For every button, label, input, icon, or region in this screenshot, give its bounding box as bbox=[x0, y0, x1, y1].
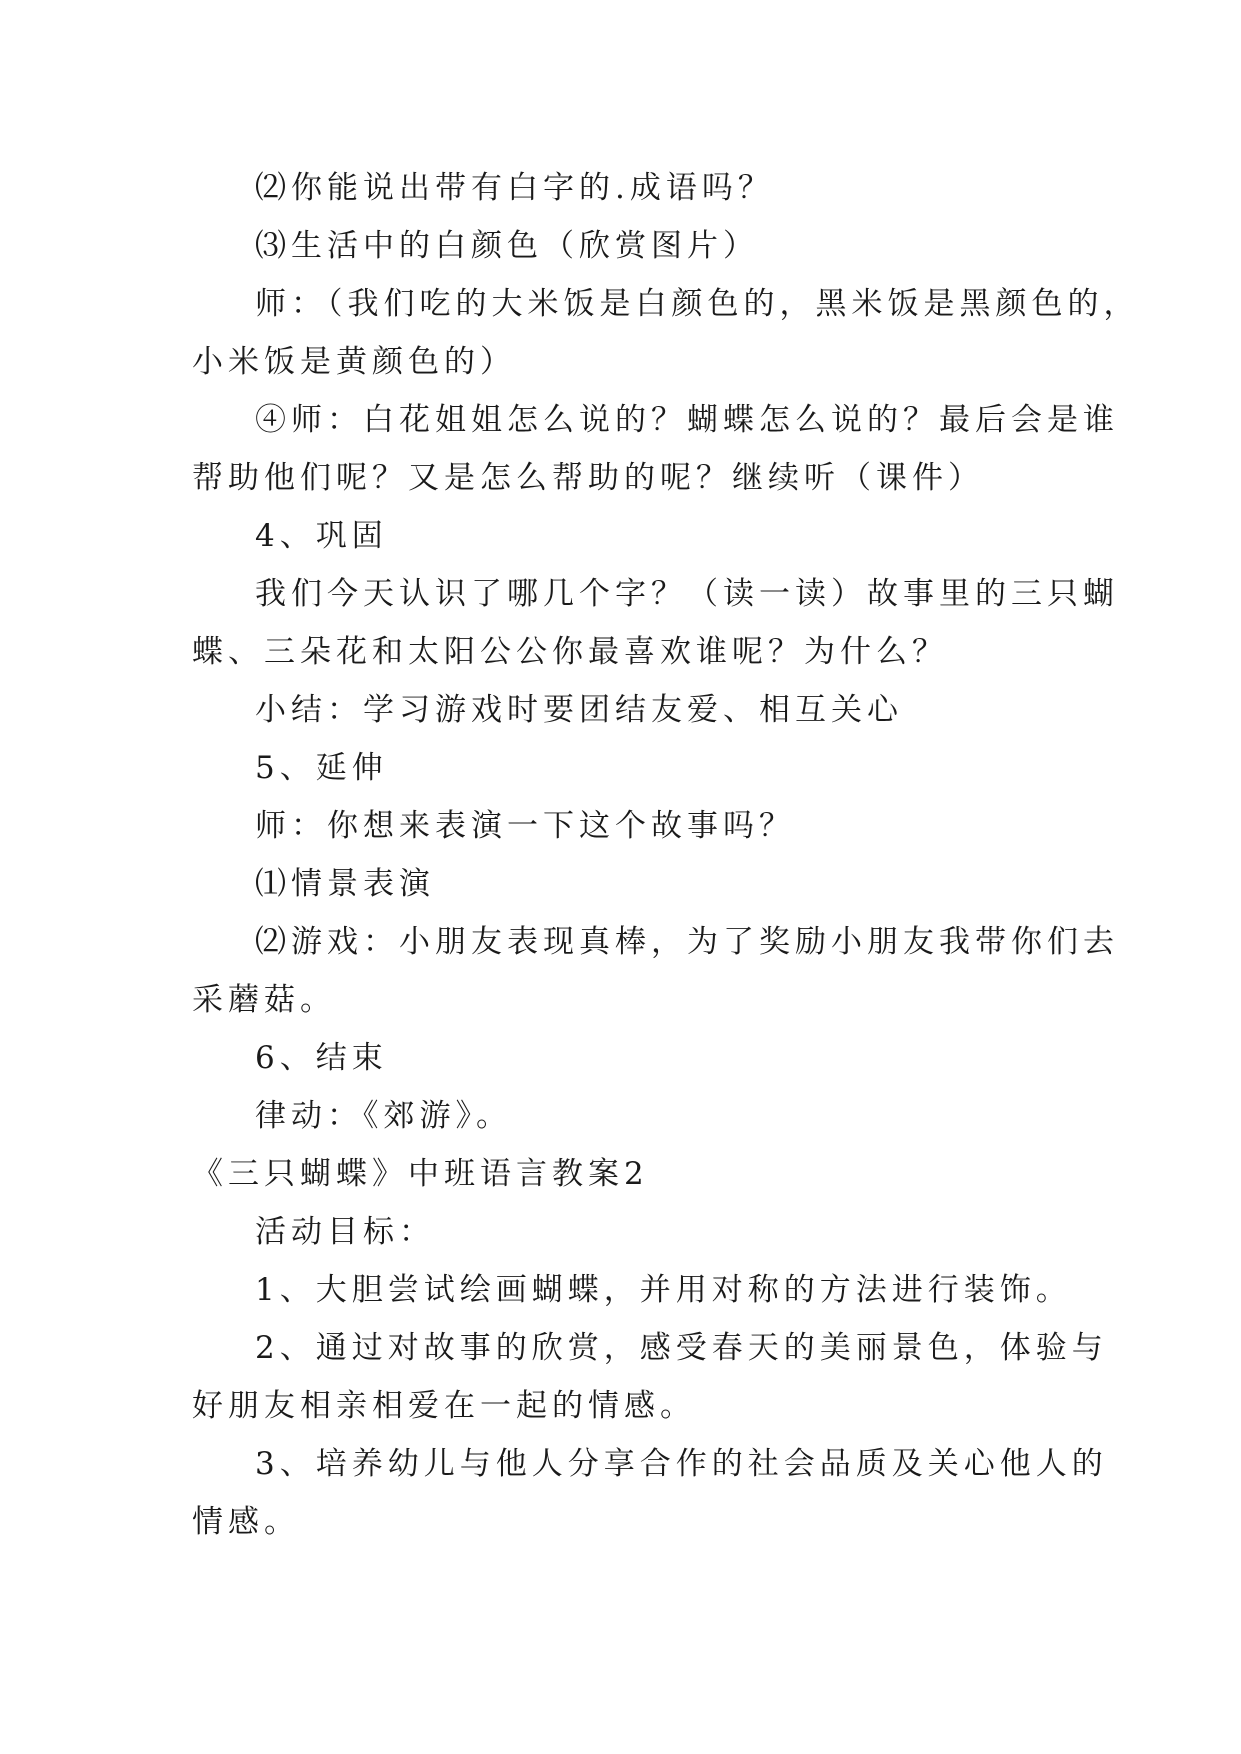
text-line-23: 3、培养幼儿与他人分享合作的社会品质及关心他人的 bbox=[255, 1446, 1108, 1482]
lesson-plan-title: 《三只蝴蝶》中班语言教案2 bbox=[192, 1156, 649, 1192]
text-line-8: 我们今天认识了哪几个字？（读一读）故事里的三只蝴 bbox=[255, 576, 1119, 612]
text-line-24: 情感。 bbox=[192, 1504, 300, 1540]
section-heading-end: 6、结束 bbox=[255, 1040, 388, 1076]
activity-goals-heading: 活动目标： bbox=[255, 1214, 435, 1250]
text-line-20: 1、大胆尝试绘画蝴蝶，并用对称的方法进行装饰。 bbox=[255, 1272, 1072, 1308]
text-line-1: ⑵你能说出带有白字的.成语吗？ bbox=[255, 170, 774, 206]
text-line-14: ⑵游戏：小朋友表现真棒，为了奖励小朋友我带你们去 bbox=[255, 924, 1119, 960]
text-line-21: 2、通过对故事的欣赏，感受春天的美丽景色，体验与 bbox=[255, 1330, 1108, 1366]
text-line-22: 好朋友相亲相爱在一起的情感。 bbox=[192, 1388, 696, 1424]
text-line-3: 师：（我们吃的大米饭是白颜色的，黑米饭是黑颜色的， bbox=[255, 286, 1140, 322]
text-line-13: ⑴情景表演 bbox=[255, 866, 435, 902]
text-line-5: ④师：白花姐姐怎么说的？蝴蝶怎么说的？最后会是谁 bbox=[255, 402, 1119, 438]
section-heading-consolidate: 4、巩固 bbox=[255, 518, 388, 554]
text-line-2: ⑶生活中的白颜色（欣赏图片） bbox=[255, 228, 759, 264]
text-line-10: 小结：学习游戏时要团结友爱、相互关心 bbox=[255, 692, 903, 728]
text-line-4: 小米饭是黄颜色的） bbox=[192, 344, 516, 380]
text-line-6: 帮助他们呢？又是怎么帮助的呢？继续听（课件） bbox=[192, 460, 984, 496]
text-line-15: 采蘑菇。 bbox=[192, 982, 336, 1018]
text-line-9: 蝶、三朵花和太阳公公你最喜欢谁呢？为什么？ bbox=[192, 634, 948, 670]
section-heading-extend: 5、延伸 bbox=[255, 750, 388, 786]
text-line-17: 律动：《郊游》。 bbox=[255, 1098, 512, 1134]
text-line-12: 师：你想来表演一下这个故事吗？ bbox=[255, 808, 795, 844]
